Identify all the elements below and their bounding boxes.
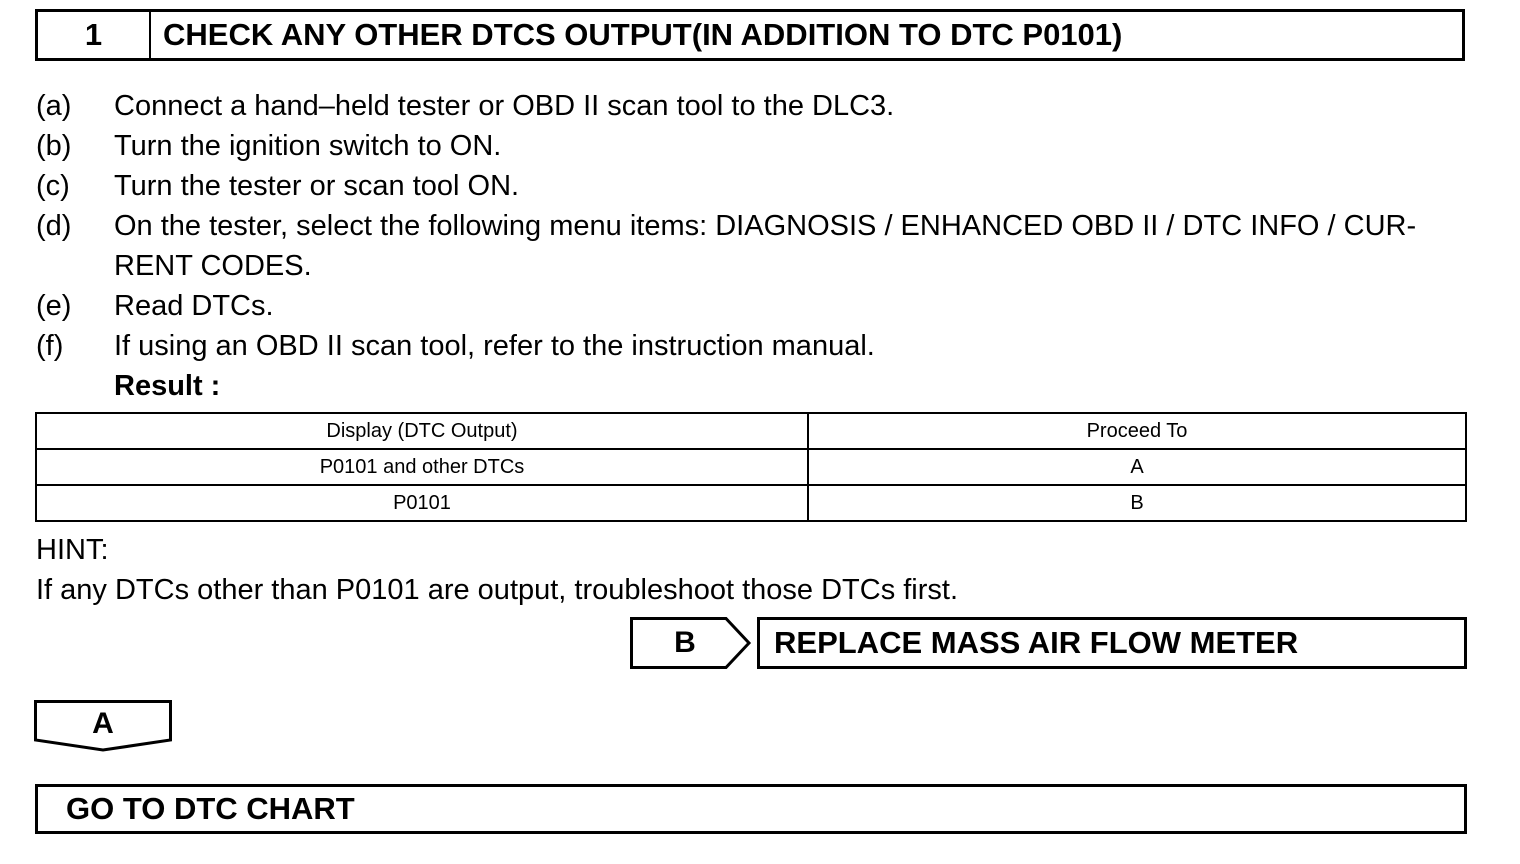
table-header-row — [36, 413, 1466, 449]
table-cell: A — [808, 449, 1466, 485]
branch-b-arrow — [630, 617, 755, 669]
instruction-list — [36, 86, 1476, 406]
instruction-item — [36, 206, 1476, 286]
instruction-item — [36, 126, 1476, 166]
table-cell: P0101 — [36, 485, 808, 521]
branch-a-action: GO TO DTC CHART — [35, 784, 1467, 834]
step-header — [35, 9, 1465, 61]
table-row — [36, 449, 1466, 485]
instruction-letter: (d) — [36, 210, 72, 242]
step-title: CHECK ANY OTHER DTCS OUTPUT(IN ADDITION TO DTC P0101) — [163, 17, 1123, 52]
instruction-item — [36, 86, 1476, 126]
hint — [36, 530, 958, 610]
hint-text: If any DTCs other than P0101 are output, troubleshoot those DTCs first. — [36, 574, 959, 606]
branch-a-arrow — [34, 700, 172, 752]
instruction-text: Read DTCs. — [114, 290, 274, 322]
instruction-letter: (e) — [36, 290, 72, 322]
instruction-text: Connect a hand–held tester or OBD II scan tool to the DLC3. — [114, 90, 895, 122]
branch-b-action: REPLACE MASS AIR FLOW METER — [757, 617, 1467, 669]
instruction-letter: (f) — [36, 330, 64, 362]
instruction-text: Turn the tester or scan tool ON. — [114, 170, 520, 202]
result-label: Result : — [114, 370, 221, 402]
instruction-item — [36, 286, 1476, 326]
instruction-text: Turn the ignition switch to ON. — [114, 130, 502, 162]
instruction-letter: (a) — [36, 90, 72, 122]
instruction-text: If using an OBD II scan tool, refer to the instruction manual. — [114, 330, 875, 362]
table-header: Proceed To — [808, 413, 1466, 449]
table-row — [36, 485, 1466, 521]
step-number: 1 — [38, 12, 151, 58]
table-cell: P0101 and other DTCs — [36, 449, 808, 485]
instruction-text: On the tester, select the following menu items: DIAGNOSIS / ENHANCED OBD II / DTC INFO / CUR-RENT CODES. — [114, 210, 1417, 282]
branch-b-label: B — [674, 626, 696, 659]
instruction-item — [36, 326, 1476, 366]
instruction-letter: (c) — [36, 170, 70, 202]
result-table — [35, 412, 1467, 522]
table-cell: B — [808, 485, 1466, 521]
instruction-letter: (b) — [36, 130, 72, 162]
hint-label: HINT: — [36, 534, 109, 566]
table-header: Display (DTC Output) — [36, 413, 808, 449]
branch-a-label: A — [92, 707, 114, 740]
instruction-item — [36, 166, 1476, 206]
